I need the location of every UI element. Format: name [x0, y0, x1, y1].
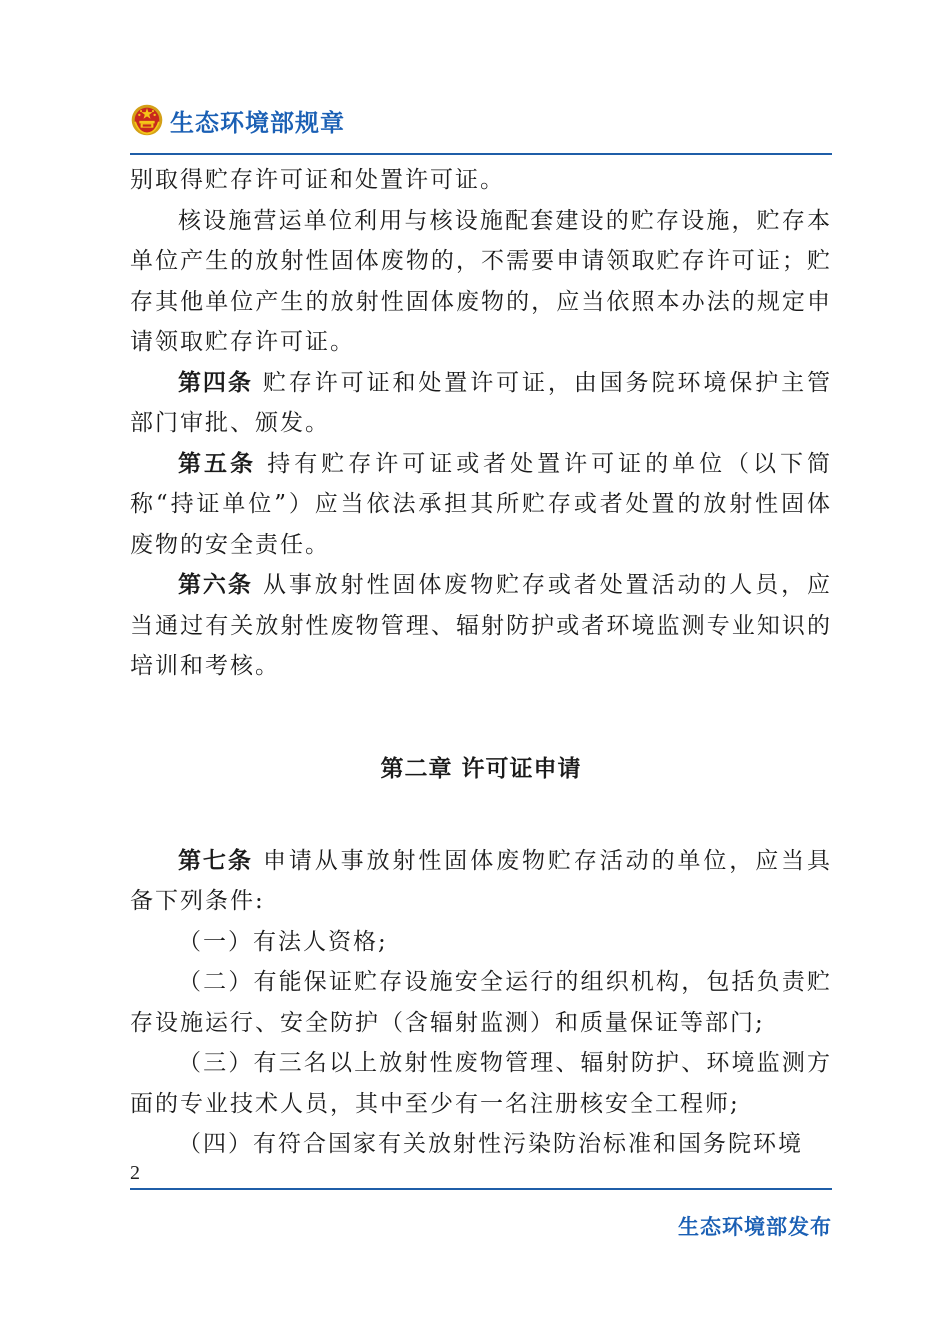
article-4-paragraph — [130, 363, 832, 444]
article-heading: 第七条 — [178, 847, 253, 874]
paragraph: 核设施营运单位利用与核设施配套建设的贮存设施，贮存本单位产生的放射性固体废物的，不需要申请领取贮存许可证；贮存其他单位产生的放射性固体废物的，应当依照本办法的规定申请领取贮存许可证。 — [130, 207, 832, 355]
header-divider — [130, 153, 832, 155]
document-body — [130, 160, 832, 1165]
footer-divider — [130, 1188, 832, 1190]
article-text: 从事放射性固体废物贮存或者处置活动的人员，应当通过有关放射性废物管理、辐射防护或者环境监测专业知识的培训和考核。 — [130, 572, 833, 679]
article-heading: 第五条 — [178, 450, 256, 477]
page-number: 2 — [130, 1162, 140, 1184]
article-text: 申请从事放射性固体废物贮存活动的单位，应当具备下列条件: — [130, 847, 833, 914]
list-item: （三）有三名以上放射性废物管理、辐射防护、环境监测方面的专业技术人员，其中至少有一名注册核安全工程师; — [130, 1050, 832, 1117]
page-header — [130, 98, 345, 142]
article-heading: 第四条 — [178, 369, 253, 396]
footer-publisher: 生态环境部发布 — [678, 1215, 832, 1239]
article-6-paragraph — [130, 565, 832, 687]
article-5-paragraph — [130, 444, 832, 566]
article-text: 贮存许可证和处置许可证，由国务院环境保护主管部门审批、颁发。 — [130, 369, 833, 436]
national-emblem-icon — [130, 103, 164, 137]
list-item: （四）有符合国家有关放射性污染防治标准和国务院环境 — [178, 1131, 803, 1157]
article-7-paragraph — [130, 841, 832, 922]
article-text: 持有贮存许可证或者处置许可证的单位（以下简称“持证单位”）应当依法承担其所贮存或者处置的放射性固体废物的安全责任。 — [130, 450, 833, 558]
list-item: （二）有能保证贮存设施安全运行的组织机构，包括负责贮存设施运行、安全防护（含辐射监测）和质量保证等部门; — [130, 969, 832, 1036]
paragraph: 别取得贮存许可证和处置许可证。 — [130, 167, 505, 193]
list-item: （一）有法人资格; — [178, 928, 388, 955]
article-heading: 第六条 — [178, 572, 253, 598]
header-title: 生态环境部规章 — [170, 108, 345, 137]
chapter-heading: 第二章 许可证申请 — [380, 755, 582, 782]
